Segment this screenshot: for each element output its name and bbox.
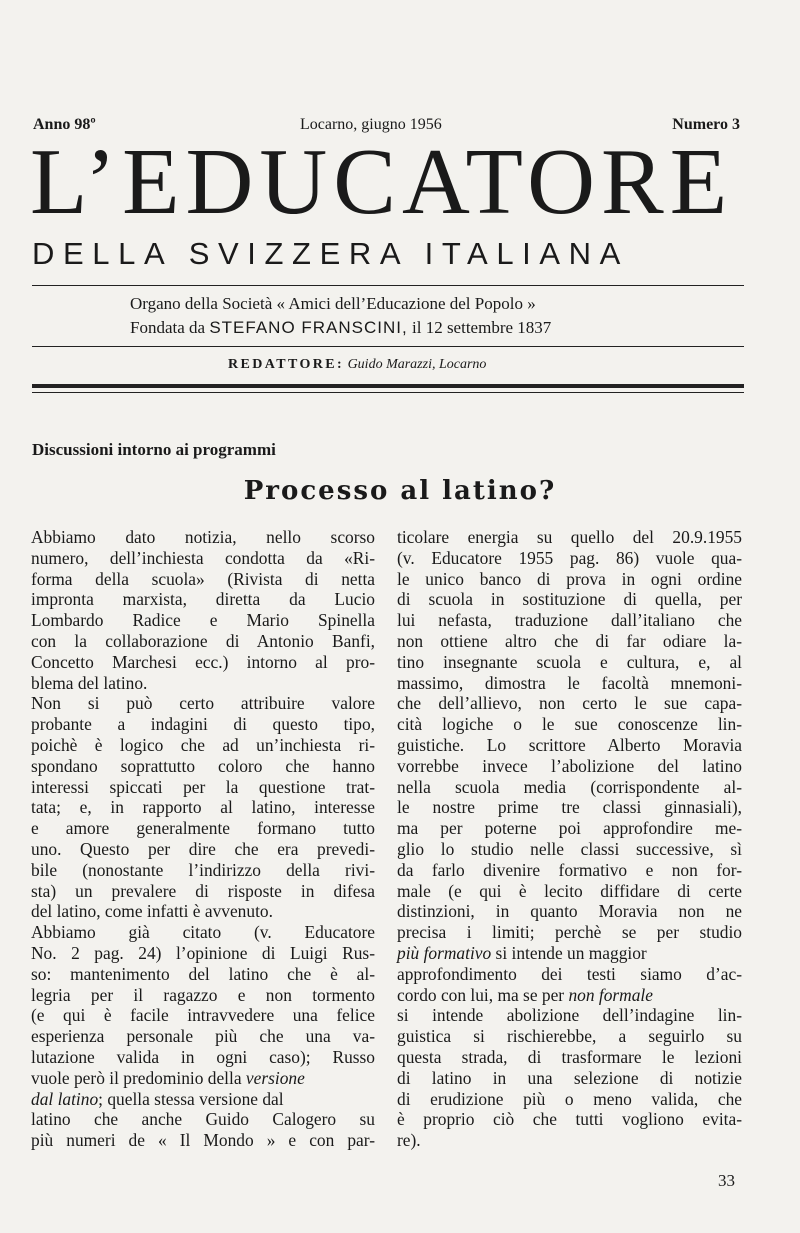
text-line: ma per poterne poi approfondire me-: [397, 818, 742, 839]
editor-label: REDATTORE:: [228, 357, 345, 372]
text-line: si intende abolizione dell’indagine lin-: [397, 1005, 742, 1026]
text-line: vorrebbe invece l’abolizione del latino: [397, 755, 742, 776]
text-line: so: mantenimento del latino che è al-: [31, 963, 375, 984]
text-line: tata; e, in rapporto al latino, interesse: [31, 797, 375, 818]
text-line: numero, dell’inchiesta condotta da «Ri-: [31, 547, 375, 568]
text-line: del latino, come infatti è avvenuto.: [31, 901, 273, 922]
text-line: sta) un prevalere di risposte in difesa: [31, 880, 375, 901]
italic-run: più formativo: [397, 942, 492, 963]
text-line: uno. Questo per dire che era prevedi-: [31, 838, 375, 859]
italic-run: non formale: [568, 984, 653, 1005]
founded-line: [130, 316, 690, 340]
text-line: le nostre prime tre classi ginnasiali),: [397, 797, 742, 818]
text-line: questa strada, di trasformare le lezioni: [397, 1046, 742, 1067]
text-line: [31, 1089, 375, 1110]
text-line: glio lo studio nelle classi successive, sì: [397, 838, 742, 859]
text-line: nella scuola media (corrispondente al-: [397, 776, 742, 797]
section-title: Discussioni intorno ai programmi: [32, 440, 276, 459]
text-line: forma della scuola» (Rivista di netta: [31, 568, 375, 589]
text-line: distinzioni, in quanto Moravia non ne: [397, 901, 742, 922]
text-line: [397, 985, 742, 1006]
header-rule: [32, 285, 744, 286]
text-line: guistica si rischierebbe, a seguirlo su: [397, 1026, 742, 1047]
text-line: male (e qui è lecito diffidare di certe: [397, 880, 742, 901]
article-column-left: [31, 527, 375, 1151]
text-line: Lombardo Radice e Mario Spinella: [31, 610, 375, 631]
text-line: poichè è logico che ad un’inchiesta ri-: [31, 734, 375, 755]
year-label: Anno 98º: [33, 116, 96, 133]
text-line: latino che anche Guido Calogero su: [31, 1109, 375, 1130]
text-line: (v. Educatore 1955 pag. 86) vuole qua-: [397, 547, 742, 568]
text-line: approfondimento dei testi siamo d’ac-: [397, 963, 742, 984]
text-line: con la collaborazione di Antonio Banfi,: [31, 630, 375, 651]
founded-date: il 12 settembre 1837: [412, 318, 552, 337]
page-number: 33: [718, 1171, 735, 1190]
header-rule: [32, 346, 744, 347]
text-line: legria per il ragazzo e non tormento: [31, 984, 375, 1005]
text-line: Concetto Marchesi ecc.) intorno al pro-: [31, 651, 375, 672]
italic-run: versione: [245, 1067, 305, 1088]
text-line: lutazione valida in ogni caso); Russo: [31, 1046, 375, 1067]
text-line: Abbiamo già citato (v. Educatore: [31, 922, 375, 943]
text-line: Non si può certo attribuire valore: [31, 693, 375, 714]
text-line: probante a indagini di questo tipo,: [31, 714, 375, 735]
text-line: di latino in una selezione di notizie: [397, 1067, 742, 1088]
text-line: esperienza personale più che una va-: [31, 1026, 375, 1047]
editor-line: [228, 357, 486, 373]
text-line: le unico banco di prova in ogni ordine: [397, 568, 742, 589]
article-title: Processo al latino?: [243, 476, 557, 506]
text-line: bile (nonostante l’indirizzo della rivi-: [31, 859, 375, 880]
text-line: non ottiene altro che di far odiare la-: [397, 630, 742, 651]
text-line: lui nefasta, traduzione dall’italiano che: [397, 610, 742, 631]
text-line: di erudizione più o meno valida, che: [397, 1088, 742, 1109]
text-line: cità logiche o le sue conoscenze lin-: [397, 714, 742, 735]
text-line: precisa i limiti; perchè se per studio: [397, 922, 742, 943]
founder-name: STEFANO FRANSCINI,: [209, 318, 408, 337]
founded-prefix: Fondata da: [130, 318, 206, 337]
text-run: vuole però il predominio della: [31, 1067, 246, 1088]
text-line: re).: [397, 1130, 421, 1151]
text-line: ticolare energia su quello del 20.9.1955: [397, 527, 742, 547]
text-line: No. 2 pag. 24) l’opinione di Luigi Rus-: [31, 942, 375, 963]
masthead-subtitle: DELLA SVIZZERA ITALIANA: [32, 236, 629, 271]
text-run: cordo con lui, ma se per: [397, 984, 569, 1005]
text-line: è proprio ciò che tutti vogliono evita-: [397, 1109, 742, 1130]
text-line: [397, 943, 742, 964]
text-line: da farlo divenire formativo e non for-: [397, 859, 742, 880]
text-line: Abbiamo dato notizia, nello scorso: [31, 527, 375, 547]
organ-line: Organo della Società « Amici dell’Educazione del Popolo »: [130, 294, 536, 313]
text-line: che dell’allievo, non certo le sue capa-: [397, 693, 742, 714]
text-line: guistiche. Lo scrittore Alberto Moravia: [397, 734, 742, 755]
issue-number: Numero 3: [672, 116, 740, 133]
text-line: più numeri de « Il Mondo » e con par-: [31, 1130, 375, 1151]
text-line: e amore generalmente formano tutto: [31, 818, 375, 839]
text-line: interessi spiccati per la questione trat-: [31, 776, 375, 797]
text-line: di scuola in sostituzione di quella, per: [397, 589, 742, 610]
place-date: Locarno, giugno 1956: [300, 116, 442, 133]
editor-name: Guido Marazzi, Locarno: [347, 357, 487, 372]
text-line: [31, 1068, 375, 1089]
text-line: blema del latino.: [31, 672, 148, 693]
text-line: (e qui è facile intravvedere una felice: [31, 1005, 375, 1026]
text-run: si intende un maggior: [491, 942, 647, 963]
header-rule-thick: [32, 384, 744, 388]
text-line: spondano soprattutto coloro che hanno: [31, 755, 375, 776]
article-column-right: [397, 527, 742, 1151]
text-line: massimo, dimostra le facoltà mnemoni-: [397, 672, 742, 693]
masthead-title: L’EDUCATORE: [30, 130, 734, 234]
text-line: impronta marxista, diretta da Lucio: [31, 589, 375, 610]
text-line: tino insegnante scuola e cultura, e, al: [397, 651, 742, 672]
text-run: ; quella stessa versione dal: [98, 1088, 284, 1109]
header-rule: [32, 392, 744, 393]
italic-run: dal latino: [31, 1088, 99, 1109]
